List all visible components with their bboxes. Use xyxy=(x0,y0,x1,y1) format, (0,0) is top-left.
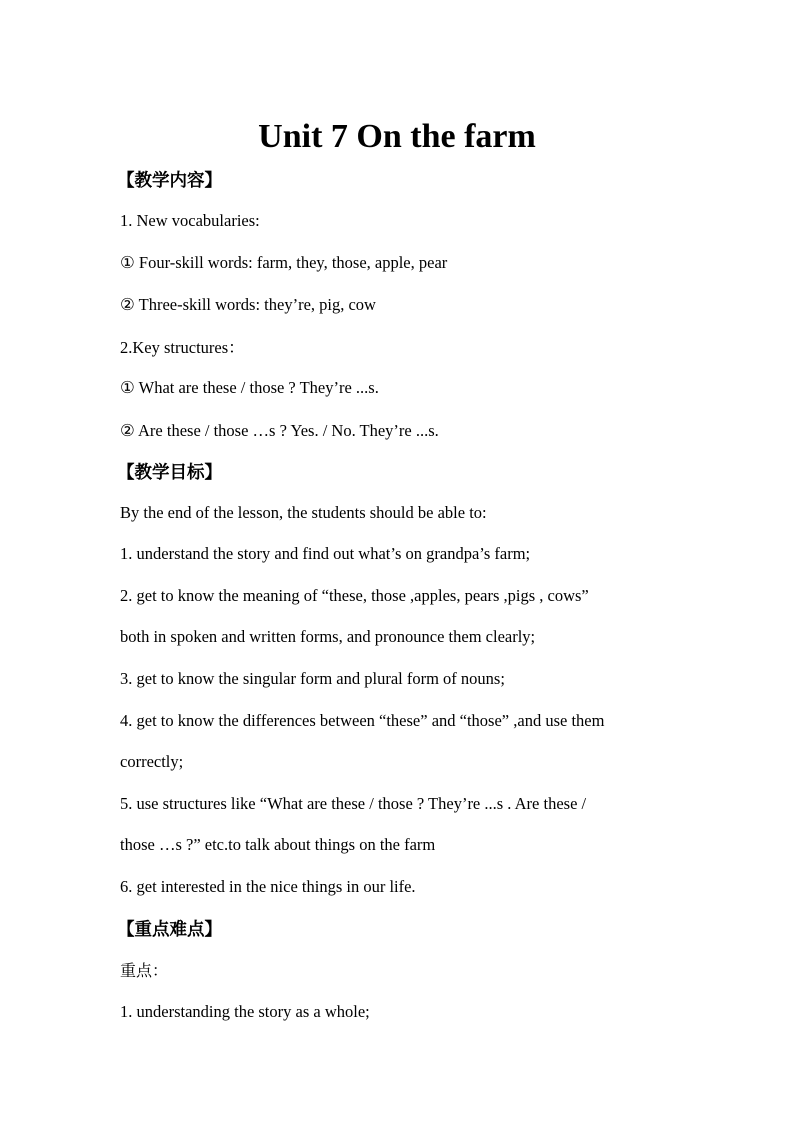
content-line: ② Are these / those …s ? Yes. / No. They’re ...s. xyxy=(120,421,439,440)
key-points-label: 重点： xyxy=(120,961,169,980)
key-point-line: 1. understanding the story as a whole; xyxy=(120,1002,370,1021)
content-line: ① Four-skill words: farm, they, those, apple, pear xyxy=(120,253,448,272)
document-title: Unit 7 On the farm xyxy=(258,118,536,155)
section-heading-teaching-content: 【教学内容】 xyxy=(117,171,222,191)
objective-line: 4. get to know the differences between “these” and “those” ,and use them xyxy=(120,711,605,730)
objective-line: those …s ?” etc.to talk about things on the farm xyxy=(120,835,436,854)
objective-line: 3. get to know the singular form and plural form of nouns; xyxy=(120,669,505,688)
objective-line: 2. get to know the meaning of “these, those ,apples, pears ,pigs , cows” xyxy=(120,586,589,605)
objective-line: 1. understand the story and find out what’s on grandpa’s farm; xyxy=(120,544,531,563)
objective-line: By the end of the lesson, the students should be able to: xyxy=(120,503,487,522)
objective-line: correctly; xyxy=(120,752,184,771)
objective-line: 5. use structures like “What are these / those ? They’re ...s . Are these / xyxy=(120,794,587,813)
content-line: 1. New vocabularies: xyxy=(120,211,260,230)
content-line: ① What are these / those ? They’re ...s. xyxy=(120,378,379,397)
section-heading-teaching-objectives: 【教学目标】 xyxy=(117,463,222,483)
content-line: ② Three-skill words: they’re, pig, cow xyxy=(120,295,376,314)
content-line: 2.Key structures： xyxy=(120,338,245,357)
objective-line: both in spoken and written forms, and pronounce them clearly; xyxy=(120,627,536,646)
objective-line: 6. get interested in the nice things in our life. xyxy=(120,877,416,896)
section-heading-key-points: 【重点难点】 xyxy=(117,920,222,940)
